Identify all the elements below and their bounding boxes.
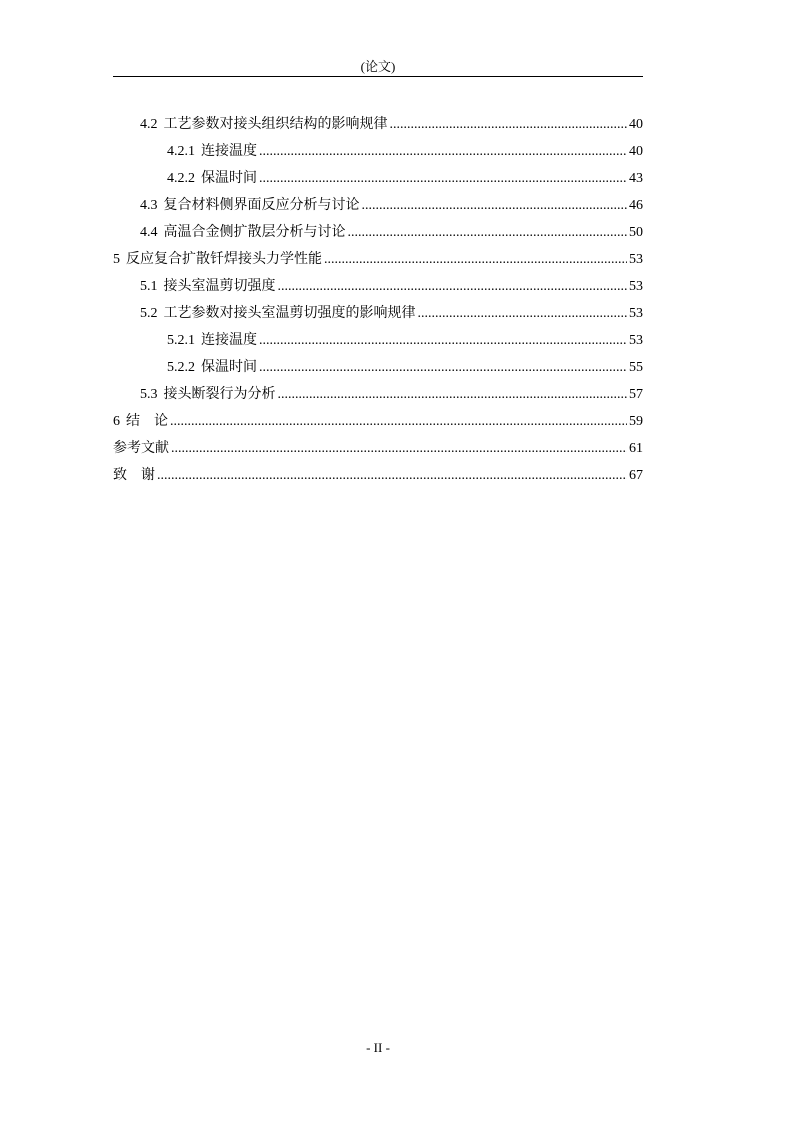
toc-dot-leader bbox=[259, 354, 627, 381]
toc-dot-leader bbox=[362, 192, 628, 219]
toc-entry-number: 4.3 bbox=[140, 198, 158, 213]
toc-entry-page: 53 bbox=[629, 252, 643, 267]
toc-entry-page: 53 bbox=[629, 333, 643, 348]
toc-entry[interactable] bbox=[113, 435, 643, 462]
toc-entry-title: 接头断裂行为分析 bbox=[163, 387, 276, 402]
toc-entry[interactable] bbox=[113, 327, 643, 354]
toc-entry-title: 复合材料侧界面反应分析与讨论 bbox=[163, 198, 360, 213]
toc-entry-title: 工艺参数对接头组织结构的影响规律 bbox=[163, 117, 388, 132]
toc-entry-number: 4.2.2 bbox=[167, 171, 195, 186]
toc-entry-page: 67 bbox=[629, 468, 643, 483]
toc-entry-title: 结 论 bbox=[126, 414, 168, 429]
toc-entry[interactable] bbox=[113, 111, 643, 138]
toc-dot-leader bbox=[171, 435, 627, 462]
toc-entry-number: 5.2.1 bbox=[167, 333, 195, 348]
toc-dot-leader bbox=[259, 165, 627, 192]
toc-dot-leader bbox=[348, 219, 628, 246]
toc-entry-page: 59 bbox=[629, 414, 643, 429]
toc-entry-number: 5.2 bbox=[140, 306, 158, 321]
toc-dot-leader bbox=[259, 138, 627, 165]
toc-dot-leader bbox=[418, 300, 628, 327]
toc-entry-title: 连接温度 bbox=[201, 144, 257, 159]
toc-dot-leader bbox=[278, 381, 628, 408]
toc-dot-leader bbox=[390, 111, 628, 138]
toc-entry-title: 连接温度 bbox=[201, 333, 257, 348]
toc-dot-leader bbox=[278, 273, 628, 300]
toc-entry-number: 6 bbox=[113, 414, 120, 429]
page-number: - II - bbox=[366, 1040, 390, 1055]
toc-entry-title: 接头室温剪切强度 bbox=[163, 279, 276, 294]
toc-dot-leader bbox=[157, 462, 627, 489]
toc-entry[interactable] bbox=[113, 192, 643, 219]
toc-entry-page: 53 bbox=[629, 306, 643, 321]
toc-entry-number: 4.2.1 bbox=[167, 144, 195, 159]
toc-entry[interactable] bbox=[113, 246, 643, 273]
toc-entry-title: 高温合金侧扩散层分析与讨论 bbox=[163, 225, 346, 240]
toc-entry-title: 反应复合扩散钎焊接头力学性能 bbox=[126, 252, 322, 267]
toc-entry-number: 5.2.2 bbox=[167, 360, 195, 375]
toc-entry-number: 5.1 bbox=[140, 279, 158, 294]
toc-entry-number: 5.3 bbox=[140, 387, 158, 402]
toc-entry[interactable] bbox=[113, 354, 643, 381]
toc-entry-title: 保温时间 bbox=[201, 360, 257, 375]
toc-entry[interactable] bbox=[113, 462, 643, 489]
toc-dot-leader bbox=[259, 327, 627, 354]
toc-entry[interactable] bbox=[113, 300, 643, 327]
toc-entry-title: 参考文献 bbox=[113, 441, 169, 456]
toc-entry-page: 55 bbox=[629, 360, 643, 375]
toc-entry-page: 61 bbox=[629, 441, 643, 456]
toc-entry[interactable] bbox=[113, 138, 643, 165]
toc-dot-leader bbox=[324, 246, 627, 273]
toc-entry-title: 致 谢 bbox=[113, 468, 155, 483]
toc-entry-page: 57 bbox=[629, 387, 643, 402]
toc-entry-page: 53 bbox=[629, 279, 643, 294]
toc-entry-page: 40 bbox=[629, 117, 643, 132]
toc-dot-leader bbox=[170, 408, 627, 435]
toc-entry[interactable] bbox=[113, 408, 643, 435]
toc-entry-title: 工艺参数对接头室温剪切强度的影响规律 bbox=[163, 306, 416, 321]
page-header: (论文) bbox=[360, 59, 396, 74]
toc-entry[interactable] bbox=[113, 381, 643, 408]
toc-entry-page: 43 bbox=[629, 171, 643, 186]
toc-entry-page: 50 bbox=[629, 225, 643, 240]
toc-entry[interactable] bbox=[113, 273, 643, 300]
toc-entry-number: 4.4 bbox=[140, 225, 158, 240]
toc-entry-number: 4.2 bbox=[140, 117, 158, 132]
table-of-contents bbox=[113, 111, 643, 489]
header-rule bbox=[113, 76, 643, 77]
toc-entry-title: 保温时间 bbox=[201, 171, 257, 186]
toc-entry-page: 40 bbox=[629, 144, 643, 159]
toc-entry-number: 5 bbox=[113, 252, 120, 267]
toc-entry-page: 46 bbox=[629, 198, 643, 213]
toc-entry[interactable] bbox=[113, 165, 643, 192]
toc-entry[interactable] bbox=[113, 219, 643, 246]
